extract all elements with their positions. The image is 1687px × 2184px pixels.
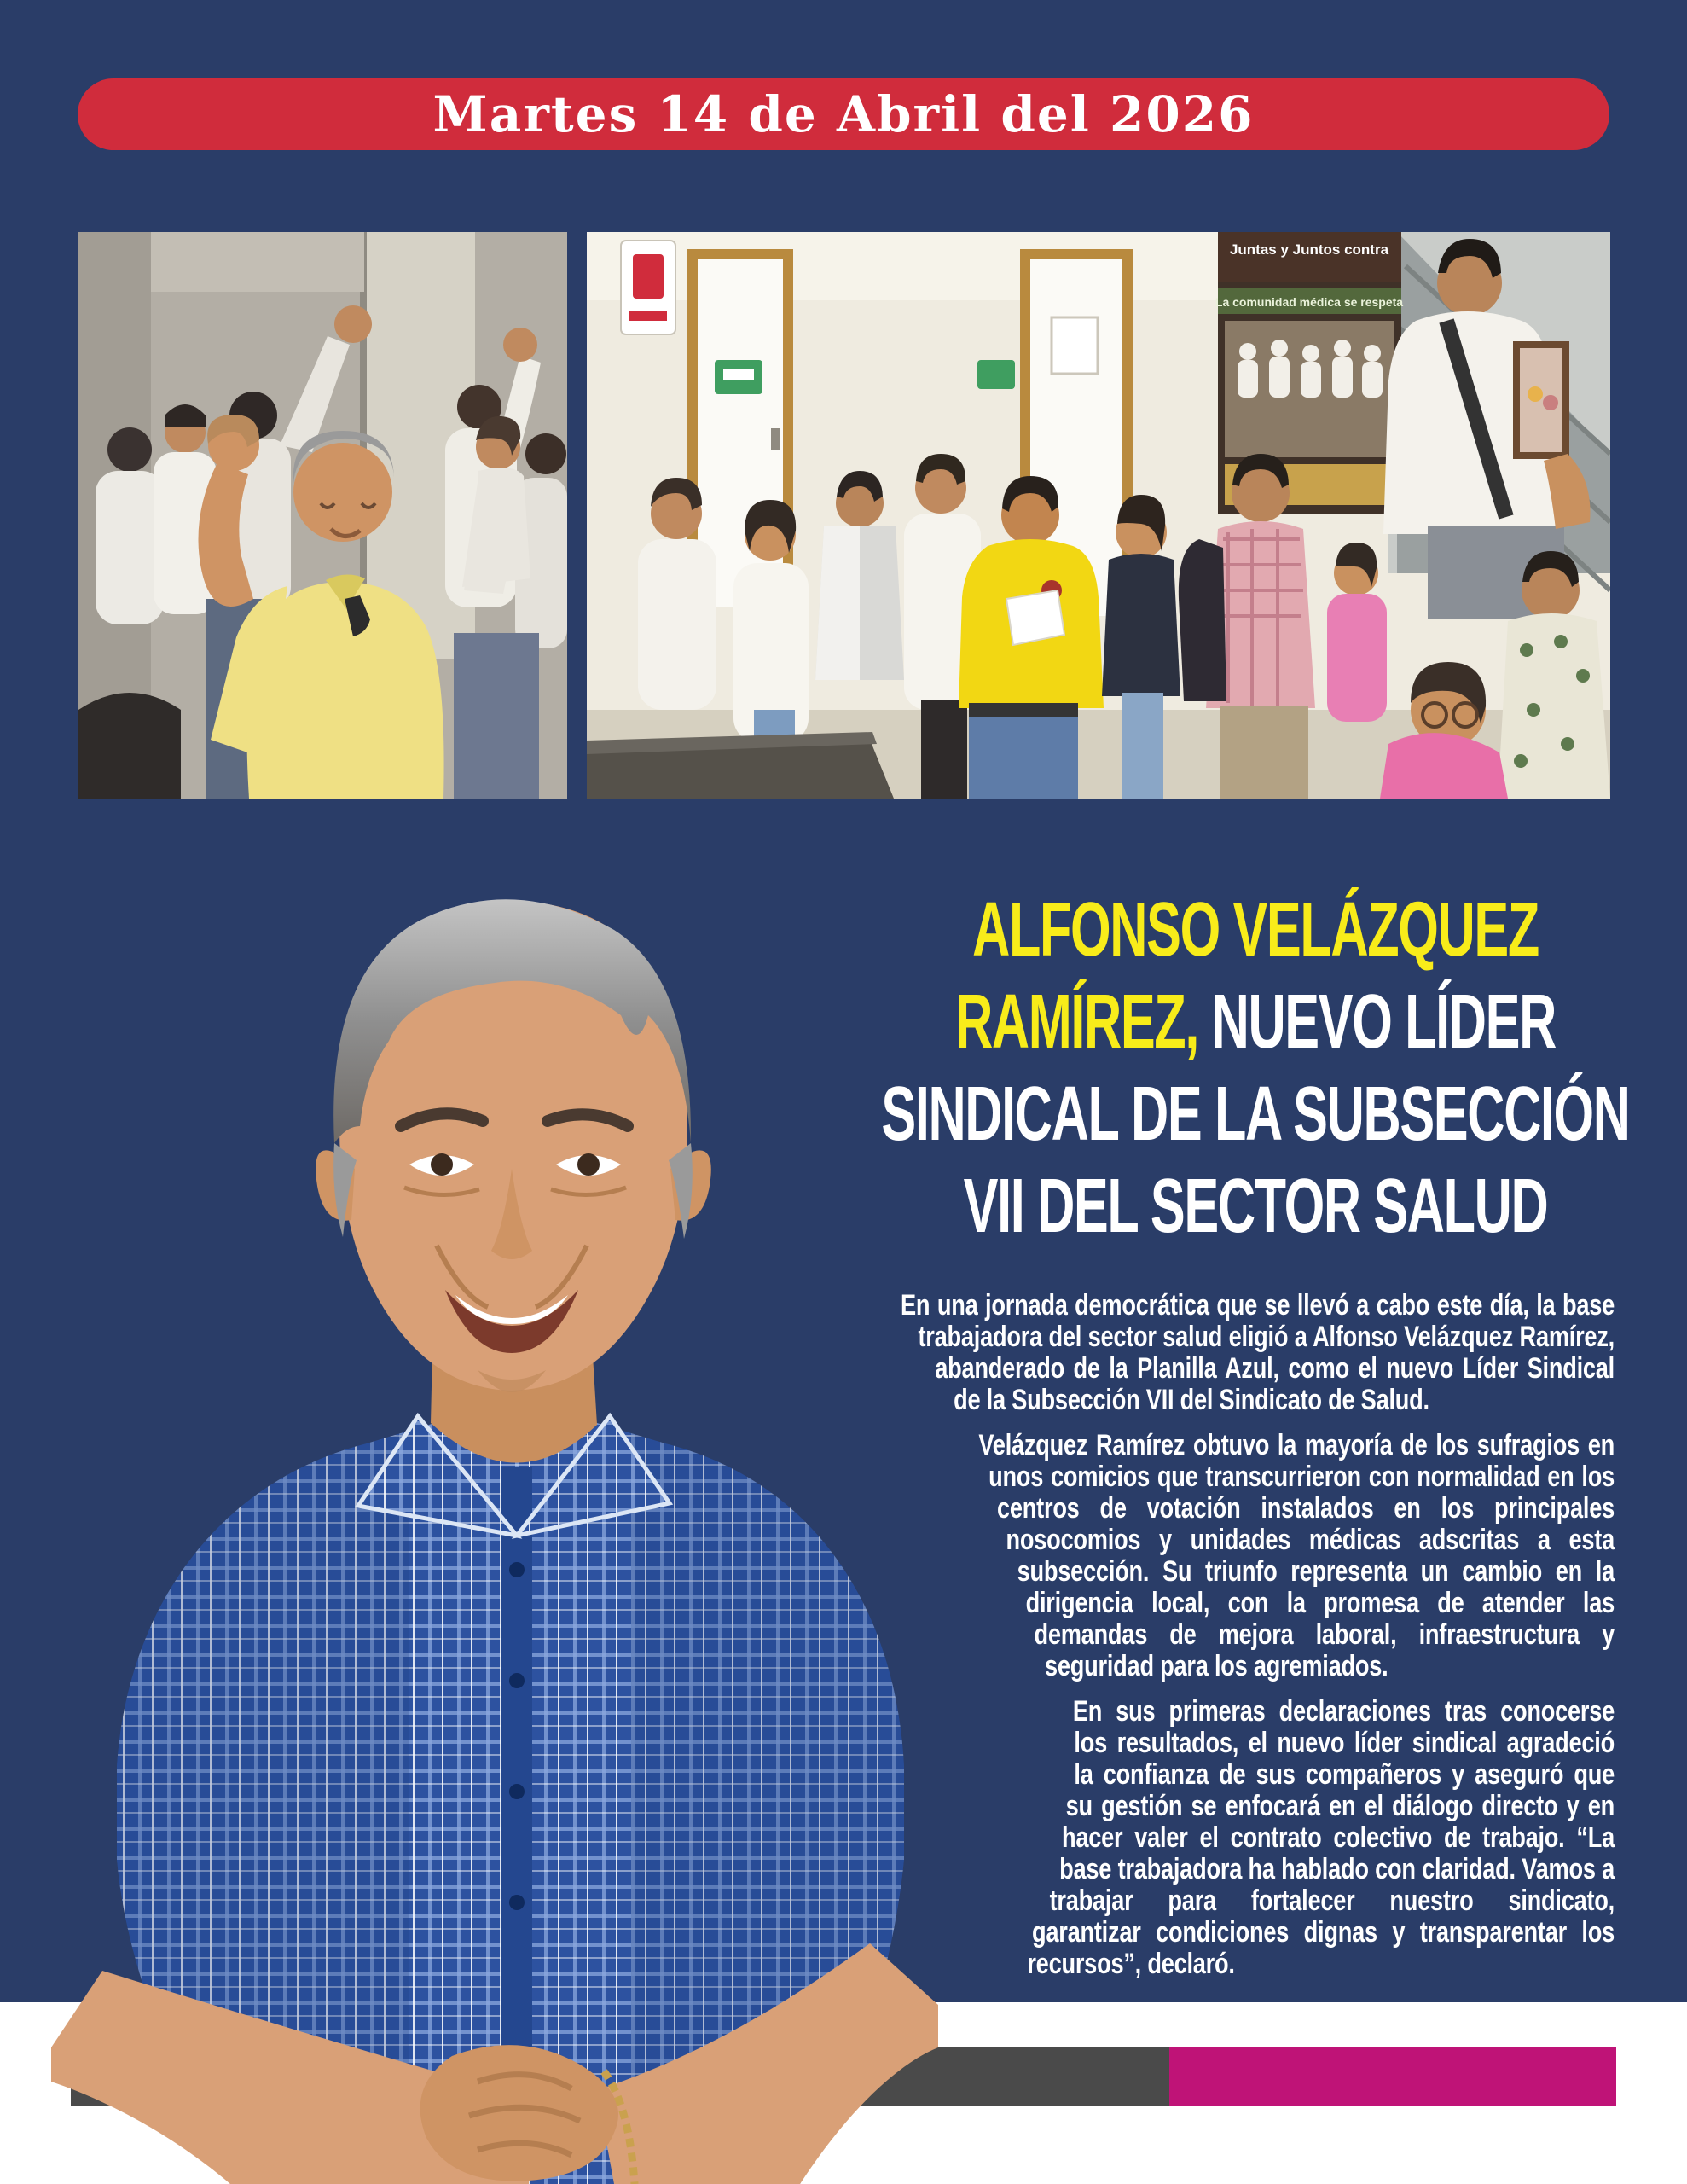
hallway-photo-illustration [587,232,1610,799]
paragraph-1: En una jornada democrática que se llevó a cabo este día, la base trabajadora del sector salud eligió a Alfonso Velázquez Ramírez, abanderado de la Planilla Azul, como el nuevo Líder Sindical de la Subsección VII del Sindicato de Salud. [901,1289,1615,1416]
date-text: Martes 14 de Abril del 2026 [432,85,1255,143]
crowd-photo-illustration [78,232,567,799]
headline-line-3: SINDICAL DE LA SUBSECCIÓN [881,1072,1630,1157]
portrait-alfonso [51,870,938,2184]
headline-line-2: RAMÍREZ, NUEVO LÍDER [955,979,1556,1065]
headline-line-1: ALFONSO VELÁZQUEZ [972,887,1539,973]
headline-line-4: VII DEL SECTOR SALUD [963,1164,1548,1249]
article-headline [878,884,1632,1252]
photo-hallway-group [587,232,1610,799]
portrait-illustration [51,870,938,2184]
footer-magenta-bar [1169,2047,1616,2106]
article-body [857,1290,1615,2062]
photo-crowd-celebration [78,232,567,799]
date-banner [78,78,1609,150]
poster-line1: Juntas y Juntos contra [1229,241,1389,258]
hydrant-sign [621,241,675,334]
poster-line2: La comunidad médica se respeta [1215,295,1404,309]
paragraph-3: En sus primeras declaraciones tras conocerse los resultados, el nuevo líder sindical agradeció la confianza de sus compañeros y aseguró que su gestión se enfocará en el diálogo directo y en hacer valer el contrato colectivo de trabajo. “La base trabajadora ha hablado con claridad. Vamos a trabajar para fortalecer nuestro sindicato, garantizar condiciones dignas y transparentar los recursos”, declaró. [1027,1695,1615,1980]
paragraph-2: Velázquez Ramírez obtuvo la mayoría de los sufragios en unos comicios que transcurrieron con normalidad en los centros de votación instalados en los principales nosocomios y unidades médicas adscritas a esta subsección. Su triunfo representa un cambio en la dirigencia local, con la promesa de atender las demandas de mejora laboral, infraestructura y seguridad para los agremiados. [978,1429,1615,1682]
